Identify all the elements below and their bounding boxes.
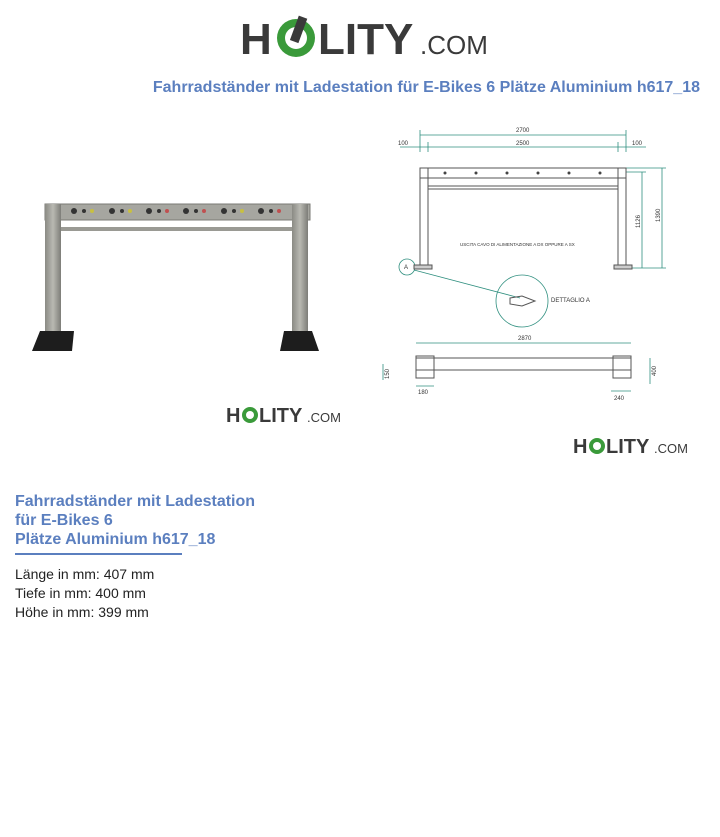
holity-logo[interactable] xyxy=(238,10,498,70)
dim-h1: 1126 xyxy=(636,215,642,228)
spec-length: Länge in mm: 407 mm xyxy=(15,566,155,582)
product-specs xyxy=(15,565,154,622)
title-underline xyxy=(15,553,182,555)
logo-suffix: .COM xyxy=(420,30,488,60)
holity-watermark-logo xyxy=(226,400,346,430)
product-title xyxy=(15,492,315,549)
holity-watermark-logo-2 xyxy=(573,431,693,461)
dim-left: 100 xyxy=(398,141,409,147)
dim-right: 100 xyxy=(632,141,643,147)
svg-text:LITY: LITY xyxy=(259,405,303,427)
logo-word: LITY xyxy=(318,15,414,64)
cable-note: USCITA CAVO DI ALIMENTAZIONE A DX OPPURE A SX xyxy=(460,242,575,247)
svg-text:.COM: .COM xyxy=(307,410,341,425)
svg-text:H: H xyxy=(573,436,588,458)
dim-h2: 1390 xyxy=(656,208,662,222)
dim-total: 2700 xyxy=(516,128,530,134)
page-title: Fahrradständer mit Ladestation für E-Bikes 6 Plätze Aluminium h617_18 xyxy=(152,79,700,96)
product-title-line-3: Plätze Aluminium h617_18 xyxy=(15,531,216,548)
technical-drawing xyxy=(370,118,710,418)
dim-b-400: 400 xyxy=(652,365,658,376)
logo-letter-h: H xyxy=(240,15,272,64)
svg-text:H: H xyxy=(226,405,241,427)
callout-marker: A xyxy=(404,265,409,271)
dim-mid: 2500 xyxy=(516,141,530,147)
dim-b-left: 150 xyxy=(385,368,391,379)
dim-b-240: 240 xyxy=(614,396,625,402)
dim-b-180: 180 xyxy=(418,390,429,396)
svg-text:.COM: .COM xyxy=(654,441,688,456)
spec-depth: Tiefe in mm: 400 mm xyxy=(15,585,146,601)
product-title-line-1: Fahrradständer mit Ladestation xyxy=(15,493,256,510)
product-title-line-2: für E-Bikes 6 xyxy=(15,512,113,529)
dim-bottom: 2870 xyxy=(518,336,532,342)
logo-o-circle xyxy=(277,16,315,57)
spec-height: Höhe in mm: 399 mm xyxy=(15,604,149,620)
detail-label: DETTAGLIO A xyxy=(551,298,590,304)
product-photo xyxy=(22,185,332,365)
svg-text:LITY: LITY xyxy=(606,436,650,458)
